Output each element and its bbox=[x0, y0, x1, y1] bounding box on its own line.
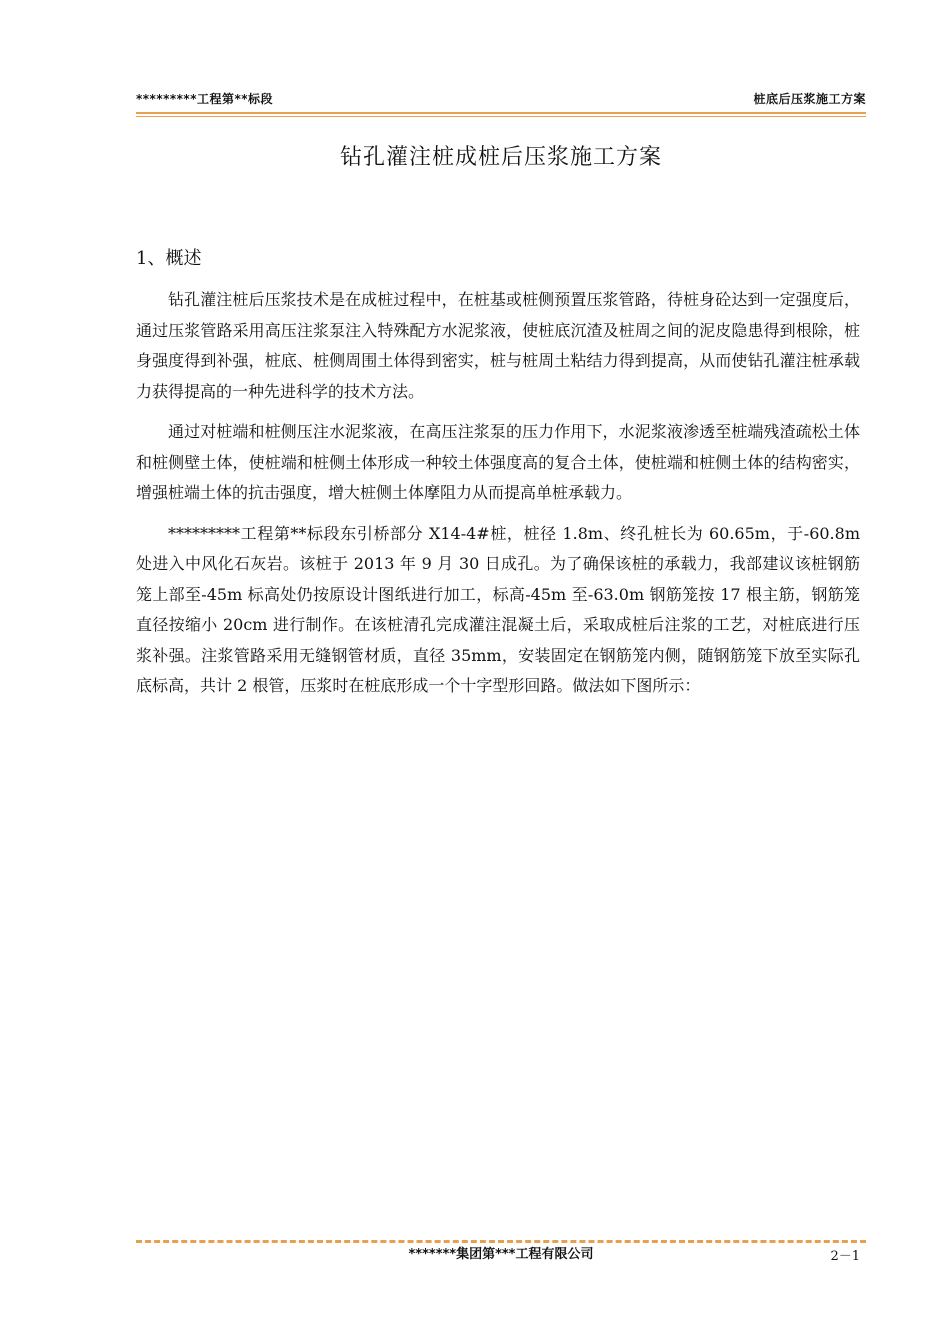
header-divider-thick bbox=[136, 112, 866, 114]
header-document-name: 桩底后压浆施工方案 bbox=[753, 92, 866, 106]
header-divider-thin bbox=[136, 116, 866, 117]
page-header bbox=[136, 88, 866, 108]
section-heading: 1、概述 bbox=[136, 248, 202, 269]
page-number: 2－1 bbox=[830, 1249, 860, 1264]
header-project-name: *********工程第**标段 bbox=[136, 92, 274, 106]
body-text bbox=[136, 285, 860, 712]
paragraph-mechanism: 通过对桩端和桩侧压注水泥浆液，在高压注浆泵的压力作用下，水泥浆液渗透至桩端残渣疏松土体和桩侧壁土体，使桩端和桩侧土体形成一种较土体强度高的复合土体，使桩端和桩侧土体的结构密实，增强桩端土体的抗击强度，增大桩侧土体摩阻力从而提高单桩承载力。 bbox=[136, 422, 860, 502]
footer-company: *******集团第***工程有限公司 bbox=[408, 1247, 594, 1262]
paragraph-overview: 钻孔灌注桩后压浆技术是在成桩过程中，在桩基或桩侧预置压浆管路，待桩身砼达到一定强度后，通过压浆管路采用高压注浆泵注入特殊配方水泥浆液，使桩底沉渣及桩周之间的泥皮隐患得到根除，桩身强度得到补强，桩底、桩侧周围土体得到密实，桩与桩周土粘结力得到提高，从而使钻孔灌注桩承载力获得提高的一种先进科学的技术方法。 bbox=[136, 290, 860, 401]
paragraph-project: *********工程第**标段东引桥部分 X14-4#桩，桩径 1.8m、终孔桩长为 60.65m，于-60.8m 处进入中风化石灰岩。该桩于 2013 年 9 月 30 日成孔。为了确保该桩的承载力，我部建议该桩钢筋笼上部至-45m 标高处仍按原设计图纸进行加工，标高-45m 至-63.0m 钢筋笼按 17 根主筋，钢筋笼直径按缩小 20cm 进行制作。在该桩清孔完成灌注混凝土后，采取成桩后注浆的工艺，对桩底进行压浆补强。注浆管路采用无缝钢管材质，直径 35mm，安装固定在钢筋笼内侧，随钢筋笼下放至实际孔底标高，共计 2 根管，压浆时在桩底形成一个十字型形回路。做法如下图所示： bbox=[136, 523, 860, 695]
document-title: 钻孔灌注桩成桩后压浆施工方案 bbox=[339, 145, 662, 170]
